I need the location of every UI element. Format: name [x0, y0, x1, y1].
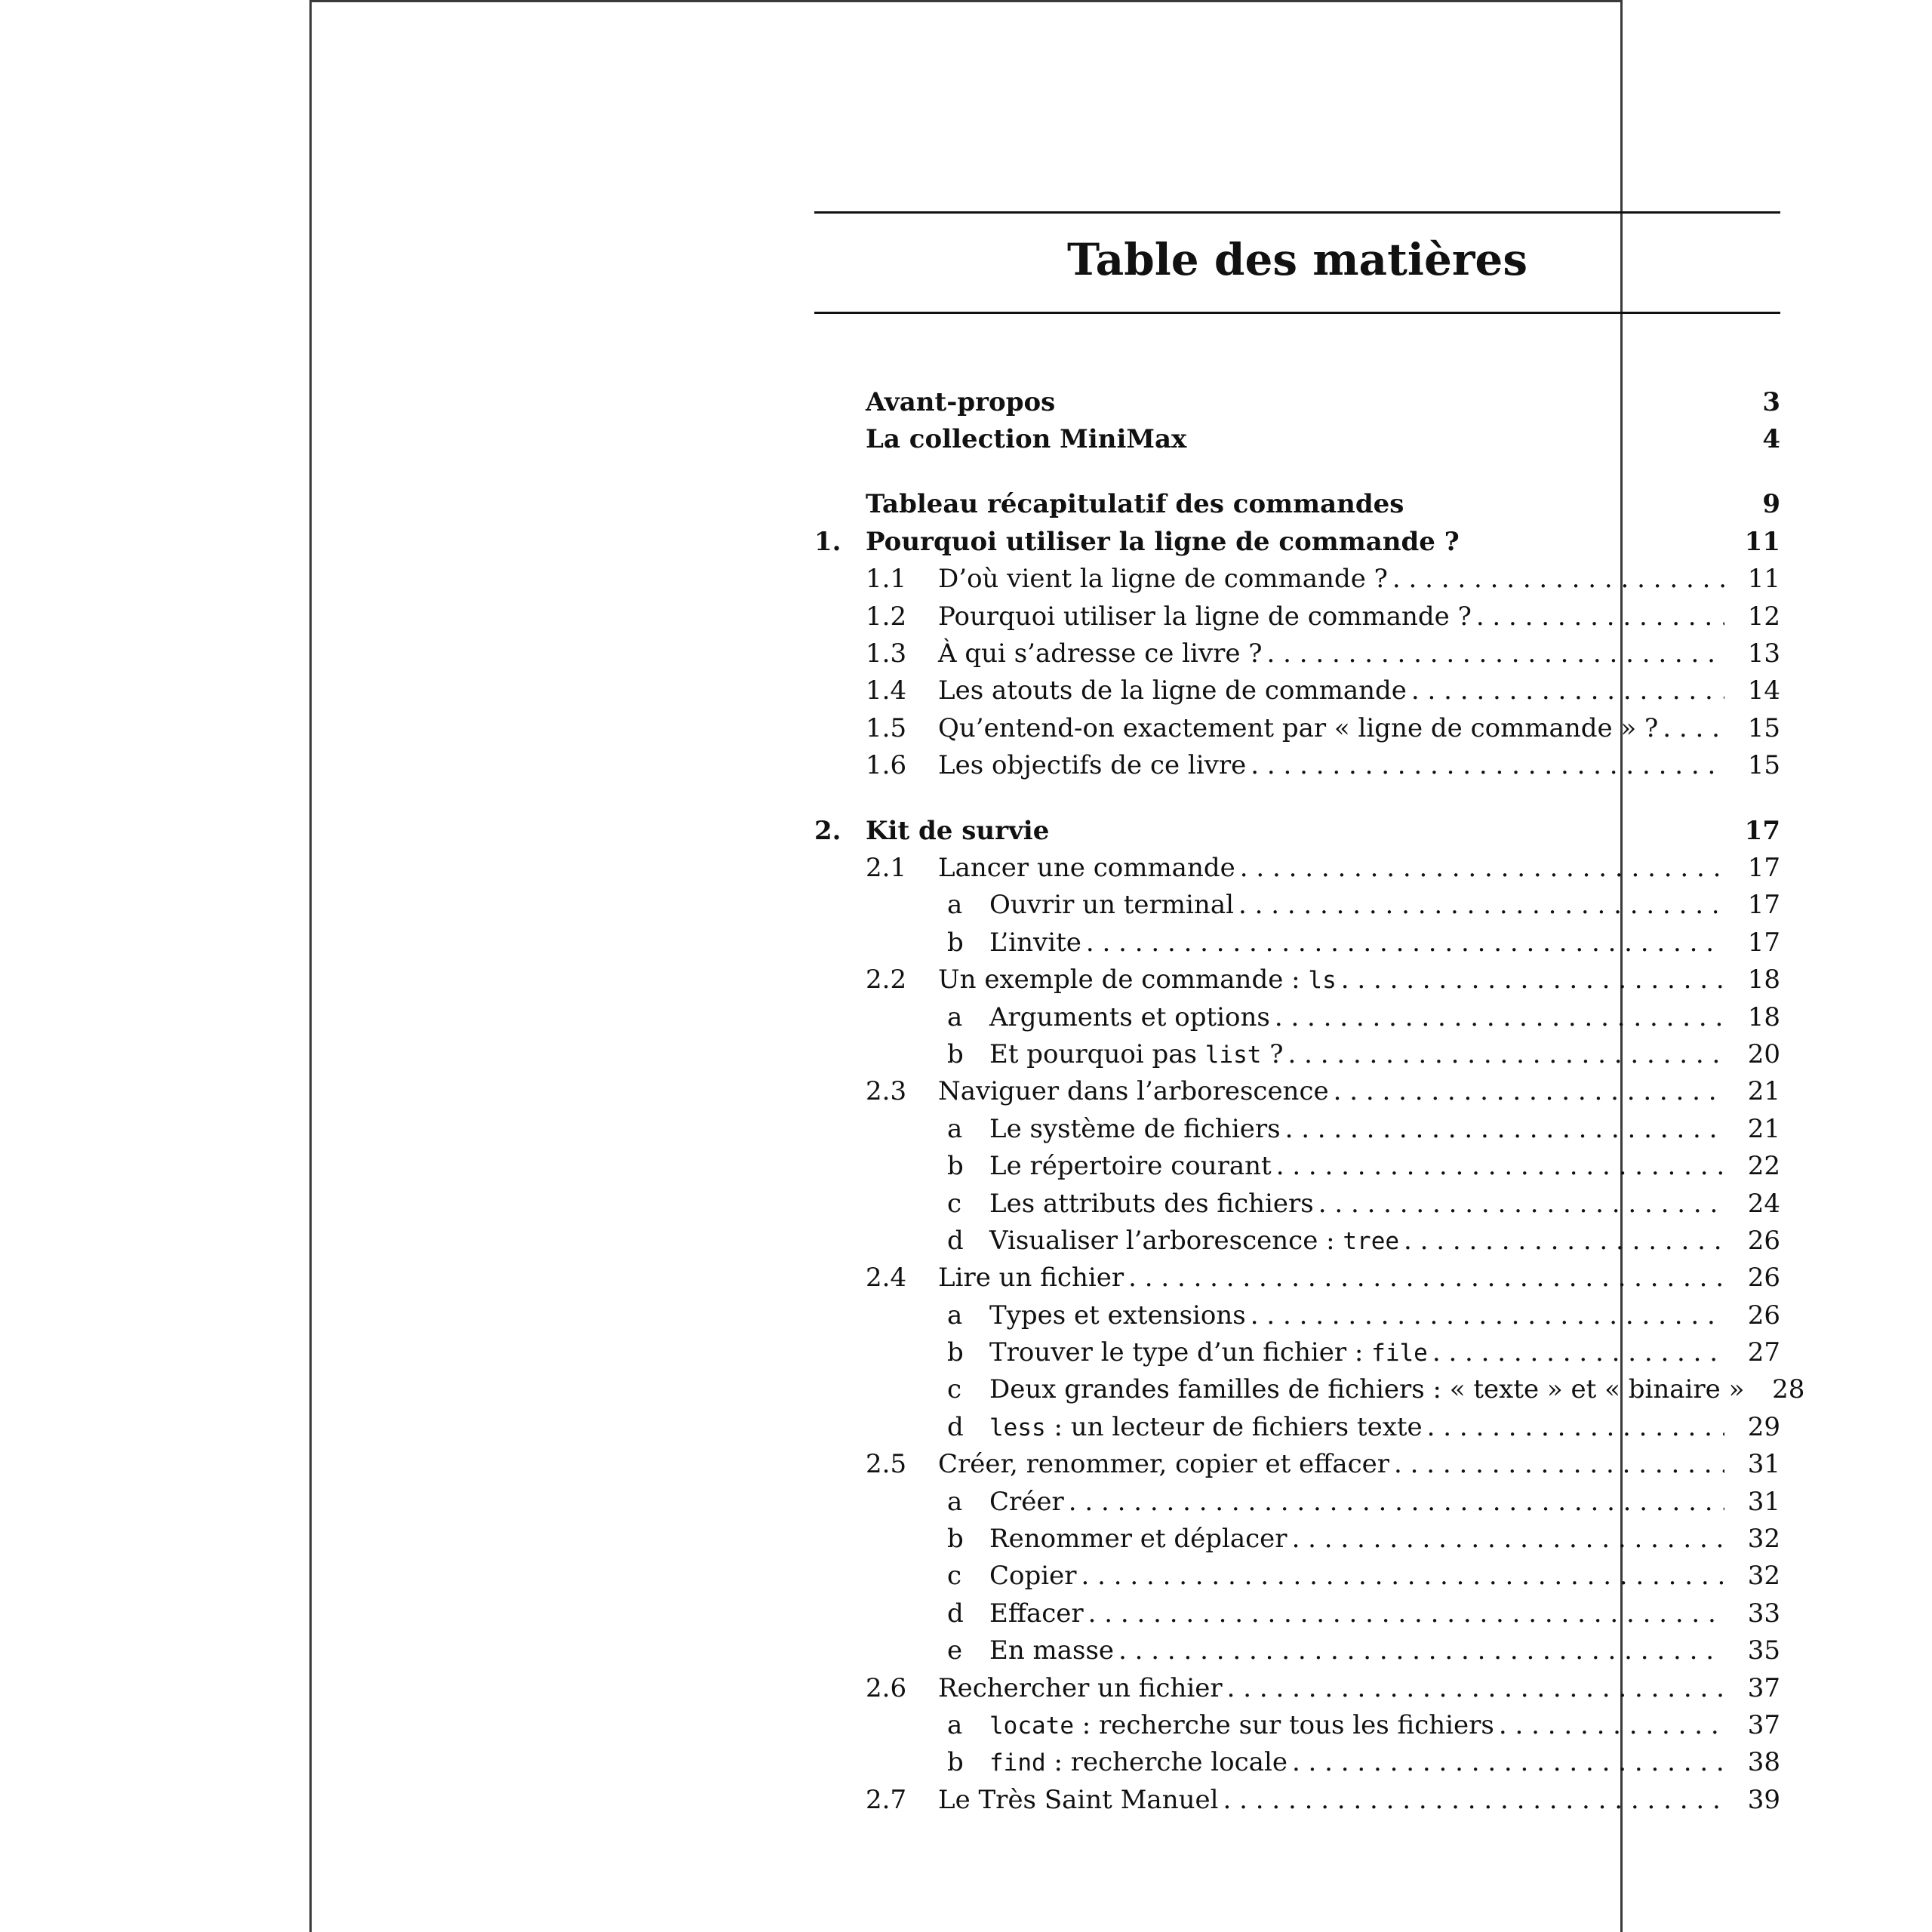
book-page [309, 0, 1805, 1932]
dot-leader [1287, 1038, 1724, 1071]
toc-entry-number: a [947, 1709, 963, 1740]
toc-entry-title [989, 1039, 1283, 1069]
dot-leader [1318, 1187, 1724, 1220]
toc-entry-page: 32 [1747, 1524, 1780, 1555]
toc-entry-text: : recherche locale [1045, 1747, 1287, 1778]
toc-entry-title [938, 1673, 1223, 1703]
toc-entry-text-suffix: ? [1261, 1038, 1284, 1069]
toc-entry-page: 11 [1747, 564, 1780, 595]
toc-entry-number: 2.4 [866, 1263, 907, 1294]
toc-entry-number: a [947, 1113, 963, 1144]
toc-entry-title [866, 424, 1186, 454]
dot-leader [1275, 1001, 1724, 1034]
toc-entry-title [989, 1561, 1077, 1591]
dot-leader [1223, 1783, 1725, 1817]
toc-entry-text: Renommer et déplacer [989, 1524, 1287, 1555]
toc-entry-title [989, 1598, 1084, 1629]
toc-entry[interactable] [814, 1744, 1780, 1781]
toc-entry-title [989, 1635, 1114, 1666]
toc-entry[interactable] [814, 1669, 1780, 1706]
toc-entry-page: 17 [1747, 890, 1780, 921]
toc-entry-text: Le Très Saint Manuel [938, 1784, 1219, 1815]
toc-entry-number: b [947, 1524, 964, 1555]
toc-entry-number: 2.6 [866, 1672, 907, 1703]
toc-entry-title [989, 1374, 1744, 1404]
toc-entry-page: 35 [1747, 1635, 1780, 1666]
toc-entry-text: Arguments et options [989, 1001, 1270, 1032]
toc-entry-page: 14 [1747, 675, 1780, 706]
toc-entry[interactable] [814, 1632, 1780, 1669]
command-code: ls [1308, 967, 1337, 995]
toc-entry-text: Copier [989, 1561, 1077, 1592]
toc-entry-title [938, 638, 1263, 669]
dot-leader [1334, 1075, 1724, 1108]
toc-entry-page: 31 [1747, 1486, 1780, 1517]
toc-entry-number: 2.7 [866, 1784, 907, 1815]
toc-entry[interactable] [814, 1110, 1780, 1147]
dot-leader [1427, 1411, 1724, 1444]
toc-entry-page: 21 [1747, 1113, 1780, 1144]
toc-entry-title [938, 964, 1337, 995]
dot-leader [1069, 1485, 1724, 1518]
toc-entry[interactable] [814, 1073, 1780, 1110]
toc-entries [814, 383, 1805, 1818]
toc-entry-number: 1.5 [866, 712, 907, 743]
toc-entry-page: 17 [1744, 815, 1780, 846]
command-code: file [1371, 1340, 1428, 1367]
toc-entry[interactable] [814, 383, 1780, 420]
toc-entry[interactable] [814, 961, 1780, 998]
toc-entry-text: Types et extensions [989, 1300, 1246, 1331]
toc-entry-text: Pourquoi utiliser la ligne de commande ? [866, 526, 1460, 557]
toc-entry[interactable] [814, 1446, 1780, 1483]
toc-entry-page: 15 [1747, 712, 1780, 743]
dot-leader [1392, 562, 1724, 595]
dot-leader [1411, 674, 1724, 707]
toc-entry-number: 1.4 [866, 675, 907, 706]
toc-entry-number: a [947, 1486, 963, 1517]
toc-entry-title [989, 1487, 1064, 1517]
dot-leader [1227, 1672, 1724, 1705]
toc-entry-number: d [947, 1598, 964, 1629]
toc-entry-title [866, 527, 1460, 557]
toc-entry-number: 2.1 [866, 852, 907, 883]
toc-entry-text: Avant-propos [866, 386, 1056, 417]
toc-entry-page: 15 [1747, 750, 1780, 781]
toc-entry[interactable] [814, 709, 1780, 746]
toc-entry-text: Effacer [989, 1598, 1084, 1629]
toc-entry-number: 2.3 [866, 1076, 907, 1107]
toc-entry-title [989, 928, 1081, 958]
toc-entry-title [938, 1785, 1219, 1815]
toc-entry[interactable] [814, 1520, 1780, 1557]
dot-leader [1292, 1522, 1724, 1555]
dot-leader [1276, 1149, 1724, 1183]
toc-entry[interactable] [814, 1334, 1780, 1371]
toc-entry-number: c [947, 1188, 962, 1219]
toc-entry-page: 29 [1747, 1411, 1780, 1442]
dot-leader [1240, 851, 1724, 884]
toc-entry-text: L’invite [989, 927, 1081, 958]
dot-leader [1394, 1447, 1724, 1481]
toc-entry[interactable] [814, 1222, 1780, 1259]
toc-entry-text: Pourquoi utiliser la ligne de commande ? [938, 601, 1472, 632]
toc-entry-text: Le système de fichiers [989, 1113, 1281, 1144]
dot-leader [1081, 1559, 1725, 1592]
toc-entry-text: Lancer une commande [938, 852, 1235, 883]
toc-entry-page: 32 [1747, 1561, 1780, 1592]
toc-entry-page: 3 [1762, 386, 1780, 417]
toc-entry-text: Les objectifs de ce livre [938, 750, 1247, 781]
toc-entry-text: Et pourquoi pas [989, 1038, 1205, 1069]
toc-entry-title [989, 1300, 1246, 1331]
dot-leader [1341, 963, 1724, 996]
toc-entry-title [989, 1002, 1270, 1032]
toc-entry-text: Visualiser l’arborescence : [989, 1225, 1343, 1256]
toc-entry-number: 2.2 [866, 964, 907, 995]
toc-entry-page: 4 [1762, 424, 1780, 455]
dot-leader [1251, 1299, 1724, 1332]
toc-entry[interactable] [814, 887, 1780, 924]
toc-entry-text: Lire un fichier [938, 1263, 1124, 1294]
toc-entry[interactable] [814, 561, 1780, 598]
toc-entry[interactable] [814, 1185, 1780, 1222]
toc-entry-number: 2.5 [866, 1449, 907, 1480]
table-of-contents [814, 211, 1805, 1818]
toc-entry-number: c [947, 1561, 962, 1592]
toc-entry-page: 21 [1747, 1076, 1780, 1107]
toc-entry-text: D’où vient la ligne de commande ? [938, 564, 1388, 595]
toc-entry-number: d [947, 1225, 964, 1256]
toc-entry-page: 24 [1747, 1188, 1780, 1219]
toc-entry-page: 37 [1747, 1672, 1780, 1703]
bottom-rule [814, 312, 1780, 314]
toc-entry-title [989, 1710, 1494, 1740]
toc-entry-number: 1.6 [866, 750, 907, 781]
toc-entry-title [938, 1076, 1329, 1106]
toc-entry-page: 22 [1747, 1151, 1780, 1182]
toc-entry-page: 20 [1747, 1038, 1780, 1069]
toc-entry-text: Deux grandes familles de fichiers : « texte » et « binaire » [989, 1374, 1745, 1405]
toc-entry-title [938, 601, 1472, 632]
toc-entry-number: 1.3 [866, 638, 907, 669]
toc-entry[interactable] [814, 1371, 1805, 1408]
toc-entry[interactable] [814, 1483, 1780, 1520]
dot-leader [1404, 1224, 1724, 1257]
toc-entry-text: : recherche sur tous les fichiers [1073, 1709, 1494, 1740]
dot-leader [1432, 1336, 1724, 1369]
toc-entry-text: Le répertoire courant [989, 1151, 1272, 1182]
toc-entry[interactable] [814, 1035, 1780, 1072]
toc-entry[interactable] [814, 635, 1780, 672]
dot-leader [1088, 1597, 1724, 1630]
toc-entry-title [989, 1524, 1287, 1554]
toc-entry-page: 12 [1747, 601, 1780, 632]
toc-entry[interactable] [814, 672, 1780, 709]
toc-entry-text: La collection MiniMax [866, 424, 1187, 455]
toc-entry-page: 17 [1747, 927, 1780, 958]
dot-leader [1128, 1261, 1724, 1294]
toc-entry[interactable] [814, 523, 1780, 560]
toc-entry-number: 1. [814, 526, 841, 557]
dot-leader [1663, 712, 1724, 745]
toc-entry-number: b [947, 1747, 964, 1778]
toc-entry[interactable] [814, 1147, 1780, 1184]
toc-entry-page: 13 [1747, 638, 1780, 669]
toc-entry-page: 28 [1772, 1374, 1805, 1405]
toc-entry-number: e [947, 1635, 963, 1666]
toc-entry-number: b [947, 1337, 964, 1368]
dot-leader [1499, 1709, 1724, 1742]
toc-entry-number: b [947, 1151, 964, 1182]
toc-entry[interactable] [814, 1558, 1780, 1595]
toc-entry-title [938, 853, 1235, 883]
command-code: find [989, 1749, 1046, 1777]
toc-entry-number: 1.2 [866, 601, 907, 632]
toc-entry[interactable] [814, 1408, 1780, 1445]
toc-entry[interactable] [814, 1706, 1780, 1743]
command-code: locate [989, 1712, 1074, 1740]
command-code: list [1204, 1041, 1262, 1069]
toc-entry-title [938, 1449, 1389, 1479]
toc-entry-number: 2. [814, 815, 841, 846]
toc-entry-text: Tableau récapitulatif des commandes [866, 489, 1404, 520]
toc-entry-number: a [947, 1300, 963, 1331]
toc-entry-title [989, 1151, 1272, 1181]
toc-entry-title [866, 387, 1055, 417]
command-code: less [989, 1414, 1046, 1441]
toc-entry-page: 17 [1747, 852, 1780, 883]
toc-entry-page: 18 [1747, 1001, 1780, 1032]
toc-entry[interactable] [814, 812, 1780, 849]
toc-entry-number: a [947, 890, 963, 921]
toc-entry-text: Créer, renommer, copier et effacer [938, 1449, 1390, 1480]
toc-entry-title [938, 750, 1246, 780]
toc-entry-title [989, 1114, 1281, 1144]
toc-entry-number: a [947, 1001, 963, 1032]
dot-leader [1118, 1634, 1724, 1667]
toc-entry-text: : un lecteur de fichiers texte [1045, 1411, 1423, 1442]
toc-entry-title [938, 713, 1658, 743]
toc-entry-text: Les atouts de la ligne de commande [938, 675, 1407, 706]
toc-entry[interactable] [814, 420, 1780, 457]
dot-leader [1292, 1746, 1724, 1779]
toc-entry-text: En masse [989, 1635, 1115, 1666]
toc-entry-text: Trouver le type d’un fichier : [989, 1337, 1372, 1368]
toc-entry-text: Naviguer dans l’arborescence [938, 1076, 1329, 1107]
toc-entry-page: 26 [1747, 1225, 1780, 1256]
toc-entry-title [866, 489, 1404, 519]
toc-entry[interactable] [814, 1260, 1780, 1297]
toc-heading: Table des matières [1067, 234, 1527, 285]
toc-entry-number: 1.1 [866, 564, 907, 595]
toc-entry-page: 31 [1747, 1449, 1780, 1480]
toc-entry-text: Rechercher un fichier [938, 1672, 1223, 1703]
toc-entry-page: 33 [1747, 1598, 1780, 1629]
dot-leader [1251, 749, 1724, 782]
toc-entry-page: 27 [1747, 1337, 1780, 1368]
toc-entry-title [866, 816, 1049, 846]
toc-entry-text: Ouvrir un terminal [989, 890, 1234, 921]
dot-leader [1476, 600, 1724, 633]
toc-entry-title [989, 1412, 1423, 1442]
toc-entry-page: 26 [1747, 1263, 1780, 1294]
toc-entry-page: 39 [1747, 1784, 1780, 1815]
toc-entry-title [989, 890, 1234, 920]
toc-entry-number: c [947, 1374, 962, 1405]
dot-leader [1086, 926, 1724, 959]
toc-entry-number: b [947, 927, 964, 958]
toc-entry[interactable] [814, 747, 1780, 784]
toc-entry-title [989, 1337, 1428, 1367]
toc-entry[interactable] [814, 998, 1780, 1035]
toc-entry-text: Les attributs des fichiers [989, 1188, 1314, 1219]
toc-entry-title [938, 675, 1407, 706]
toc-entry[interactable] [814, 1595, 1780, 1632]
dot-leader [1285, 1112, 1724, 1146]
dot-leader [1267, 637, 1724, 670]
toc-entry-number: b [947, 1038, 964, 1069]
toc-entry-page: 26 [1747, 1300, 1780, 1331]
toc-entry-text: Créer [989, 1486, 1064, 1517]
toc-entry-number: d [947, 1411, 964, 1442]
toc-entry[interactable] [814, 1297, 1780, 1334]
toc-entry[interactable] [814, 924, 1780, 961]
dot-leader [1238, 888, 1724, 921]
toc-entry-text: Qu’entend-on exactement par « ligne de commande » ? [938, 712, 1659, 743]
toc-entry-page: 37 [1747, 1709, 1780, 1740]
toc-entry[interactable] [814, 598, 1780, 635]
toc-entry-title [989, 1189, 1314, 1219]
toc-entry-page: 9 [1762, 489, 1780, 520]
command-code: tree [1343, 1227, 1400, 1255]
toc-entry-title [938, 1263, 1124, 1293]
toc-entry-title [989, 1226, 1399, 1256]
toc-entry-page: 38 [1747, 1747, 1780, 1778]
toc-entry-text: Kit de survie [866, 815, 1050, 846]
toc-entry-title [989, 1747, 1287, 1777]
toc-entry-text: Un exemple de commande : [938, 964, 1309, 995]
toc-entry-text: À qui s’adresse ce livre ? [938, 638, 1263, 669]
toc-entry[interactable] [814, 849, 1780, 886]
toc-entry-page: 11 [1744, 526, 1780, 557]
toc-entry[interactable] [814, 486, 1780, 523]
toc-entry-page: 18 [1747, 964, 1780, 995]
toc-entry[interactable] [814, 1781, 1780, 1818]
toc-entry-title [938, 564, 1388, 594]
